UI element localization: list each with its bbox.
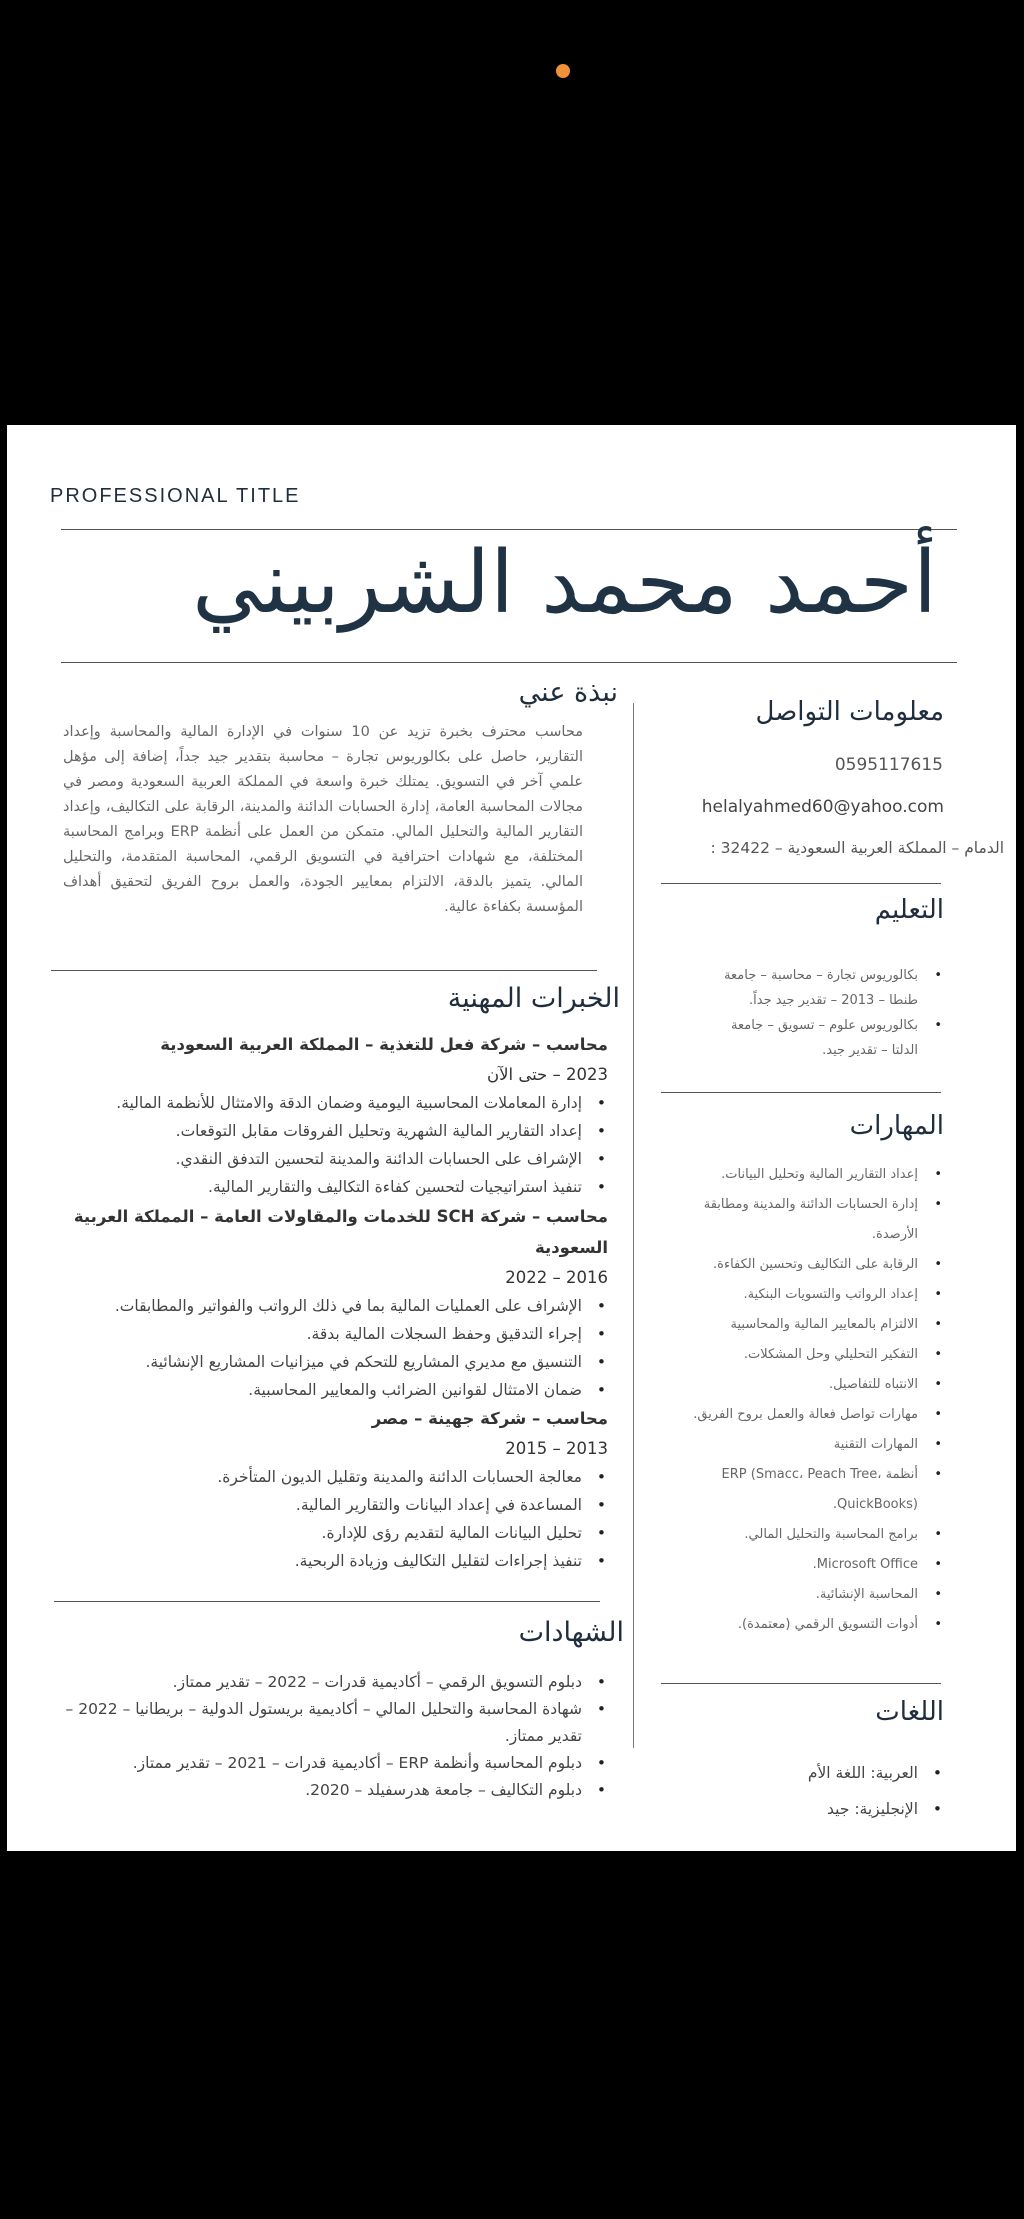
list-item: • إجراء التدقيق وحفظ السجلات المالية بدقة. <box>48 1320 608 1348</box>
person-name: أحمد محمد الشربيني <box>192 533 937 633</box>
list-item: • الإشراف على الحسابات الدائنة والمدينة لتحسين التدفق النقدي. <box>48 1145 608 1173</box>
job-duties <box>48 1292 608 1404</box>
education-heading: التعليم <box>874 895 944 925</box>
list-item: • إعداد التقارير المالية الشهرية وتحليل الفروقات مقابل التوقعات. <box>48 1117 608 1145</box>
skills-list <box>684 1160 944 1640</box>
skills-heading: المهارات <box>849 1111 944 1141</box>
list-item: • العربية: اللغة الأم <box>704 1755 944 1791</box>
list-item: • شهادة المحاسبة والتحليل المالي – أكاديمية بريستول الدولية – بريطانيا – 2022 – تقدير ممتاز. <box>38 1696 608 1750</box>
about-divider <box>51 970 597 971</box>
list-item: • المهارات التقنية <box>684 1430 944 1460</box>
experience-heading: الخبرات المهنية <box>447 983 620 1014</box>
skills-divider <box>661 1683 941 1684</box>
certificates-heading: الشهادات <box>518 1617 624 1648</box>
job-2 <box>48 1201 608 1404</box>
list-item: • تنفيذ استراتيجيات لتحسين كفاءة التكاليف والتقارير المالية. <box>48 1173 608 1201</box>
about-heading: نبذة عني <box>518 677 618 708</box>
top-divider <box>61 529 957 530</box>
list-item: • الإنجليزية: جيد <box>704 1791 944 1827</box>
list-item: • إدارة المعاملات المحاسبية اليومية وضمان الدقة والامتثال للأنظمة المالية. <box>48 1089 608 1117</box>
job-duties <box>48 1463 608 1575</box>
job-date: 2013 – 2015 <box>505 1439 608 1458</box>
experience-divider <box>54 1601 600 1602</box>
job-title: محاسب – شركة جهينة – مصر <box>371 1409 608 1428</box>
list-item: • إدارة الحسابات الدائنة والمدينة ومطابقة الأرصدة. <box>684 1190 944 1250</box>
list-item: • الرقابة على التكاليف وتحسين الكفاءة. <box>684 1250 944 1280</box>
list-item: • التنسيق مع مديري المشاريع للتحكم في ميزانيات المشاريع الإنشائية. <box>48 1348 608 1376</box>
column-divider <box>633 703 634 1748</box>
list-item: • تنفيذ إجراءات لتقليل التكاليف وزيادة الربحية. <box>48 1547 608 1575</box>
job-3 <box>48 1403 608 1575</box>
job-title: محاسب – شركة فعل للتغذية – المملكة العربية السعودية <box>160 1035 608 1054</box>
resume-page <box>7 425 1016 1851</box>
list-item: • المحاسبة الإنشائية. <box>684 1580 944 1610</box>
list-item: • دبلوم المحاسبة وأنظمة ERP – أكاديمية قدرات – 2021 – تقدير ممتاز. <box>38 1750 608 1777</box>
contact-divider <box>661 883 941 884</box>
list-item: • التفكير التحليلي وحل المشكلات. <box>684 1340 944 1370</box>
name-divider <box>61 662 957 663</box>
certificates-list <box>38 1669 608 1804</box>
list-item: • مهارات تواصل فعالة والعمل بروح الفريق. <box>684 1400 944 1430</box>
list-item: • أدوات التسويق الرقمي (معتمدة). <box>684 1610 944 1640</box>
job-title: محاسب – شركة SCH للخدمات والمقاولات العامة – المملكة العربية السعودية <box>73 1207 608 1257</box>
job-duties <box>48 1089 608 1201</box>
address: الدمام – المملكة العربية السعودية – 32422 : <box>710 839 1004 857</box>
job-date: 2023 – حتى الآن <box>486 1065 608 1084</box>
languages-list <box>704 1755 944 1827</box>
list-item: • ضمان الامتثال لقوانين الضرائب والمعايير المحاسبية. <box>48 1376 608 1404</box>
job-1 <box>48 1029 608 1201</box>
list-item: • إعداد التقارير المالية وتحليل البيانات. <box>684 1160 944 1190</box>
list-item: • دبلوم التسويق الرقمي – أكاديمية قدرات – 2022 – تقدير ممتاز. <box>38 1669 608 1696</box>
list-item: • إعداد الرواتب والتسويات البنكية. <box>684 1280 944 1310</box>
list-item: • دبلوم التكاليف – جامعة هدرسفيلد – 2020. <box>38 1777 608 1804</box>
list-item: • الالتزام بالمعايير المالية والمحاسبية <box>684 1310 944 1340</box>
professional-title: PROFESSIONAL TITLE <box>50 485 301 507</box>
phone: 0595117615 <box>834 755 943 775</box>
languages-heading: اللغات <box>875 1697 944 1727</box>
list-item: • بكالوريوس علوم – تسويق – جامعة الدلتا – تقدير جيد. <box>704 1013 944 1063</box>
list-item: • المساعدة في إعداد البيانات والتقارير المالية. <box>48 1491 608 1519</box>
list-item: • برامج المحاسبة والتحليل المالي. <box>684 1520 944 1550</box>
list-item: • Microsoft Office. <box>684 1550 944 1580</box>
about-text: محاسب محترف بخبرة تزيد عن 10 سنوات في الإدارة المالية والمحاسبة وإعداد التقارير، حاصل على بكالوريوس تجارة – محاسبة بتقدير جيد جداً، إضافة إلى مؤهل علمي آخر في التسويق. يمتلك خبرة واسعة في المملكة العربية السعودية ومصر في مجالات المحاسبة العامة، إدارة الحسابات الدائنة والمدينة، الرقابة على التكاليف، وإعداد التقارير المالية والتحليل المالي. متمكن من العمل على أنظمة ERP وبرامج المحاسبة المختلفة، مع شهادات احترافية في التسويق الرقمي، المحاسبة المتقدمة، والتحليل المالي. يتميز بالدقة، الالتزام بمعايير الجودة، والعمل بروح الفريق لتحقيق أهداف المؤسسة بكفاءة عالية. <box>63 724 583 915</box>
education-divider <box>661 1092 941 1093</box>
camera-indicator-dot <box>556 64 570 78</box>
list-item: • تحليل البيانات المالية لتقديم رؤى للإدارة. <box>48 1519 608 1547</box>
list-item: • معالجة الحسابات الدائنة والمدينة وتقليل الديون المتأخرة. <box>48 1463 608 1491</box>
contact-heading: معلومات التواصل <box>755 697 944 727</box>
list-item: • الإشراف على العمليات المالية بما في ذلك الرواتب والفواتير والمطابقات. <box>48 1292 608 1320</box>
email: helalyahmed60@yahoo.com <box>701 797 944 817</box>
list-item: • الانتباه للتفاصيل. <box>684 1370 944 1400</box>
list-item: • بكالوريوس تجارة – محاسبة – جامعة طنطا – 2013 – تقدير جيد جداً. <box>704 963 944 1013</box>
education-list <box>704 963 944 1063</box>
list-item: • أنظمة ERP (Smacc، Peach Tree، QuickBooks). <box>684 1460 944 1520</box>
job-date: 2016 – 2022 <box>505 1268 608 1287</box>
